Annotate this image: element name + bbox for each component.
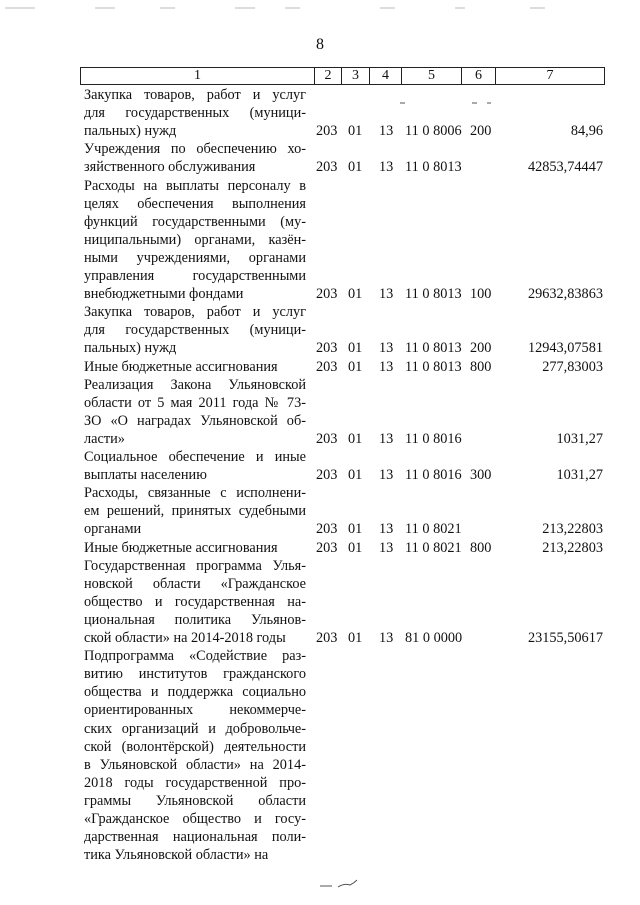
row-description-line: целях обеспечения выполнения xyxy=(84,195,306,212)
section-cell: 01 xyxy=(348,340,363,357)
header-col-3: 3 xyxy=(342,68,370,84)
row-description-line: ными учреждениями, органами xyxy=(84,249,306,266)
code-cell: 203 xyxy=(316,430,338,447)
row-description-line: для государственных (муници- xyxy=(84,322,306,339)
row-description-line: ниципальными) органами, казён- xyxy=(84,231,306,248)
section-cell: 01 xyxy=(348,123,363,140)
header-col-2: 2 xyxy=(315,68,342,84)
row-description-line: управления государственными xyxy=(84,268,306,284)
row-description-line: общество и государственная на- xyxy=(84,593,306,610)
expense-type-cell: 100 xyxy=(470,286,492,303)
target-article-cell: 81 0 0000 xyxy=(405,630,463,646)
row-description-line: ской (волонтёрской) деятельности xyxy=(84,738,306,755)
row-description-line: Закупка товаров, работ и услуг xyxy=(84,87,306,103)
row-description-line: Расходы, связанные с исполнени- xyxy=(84,485,306,502)
header-col-7: 7 xyxy=(546,68,554,83)
header-col-4: 4 xyxy=(370,68,402,84)
row-description-line: Реализация Закона Ульяновской xyxy=(84,376,306,393)
code-cell: 203 xyxy=(316,340,338,357)
code-cell: 203 xyxy=(316,286,338,303)
expense-type-cell: 200 xyxy=(470,123,492,140)
amount-cell: 213,22803 xyxy=(542,539,603,556)
code-cell: 203 xyxy=(316,521,338,538)
code-cell: 203 xyxy=(316,630,338,646)
row-description-line: Расходы на выплаты персоналу в xyxy=(84,177,306,194)
target-article-cell: 11 0 8013 xyxy=(405,358,462,375)
code-cell: 203 xyxy=(316,539,338,556)
subsection-cell: 13 xyxy=(379,430,394,447)
row-description-line: Закупка товаров, работ и услуг xyxy=(84,304,306,321)
row-description-line: органами xyxy=(84,521,142,538)
target-article-cell: 11 0 8013 xyxy=(405,286,462,303)
target-article-cell: 11 0 8013 xyxy=(405,159,462,176)
subsection-cell: 13 xyxy=(379,159,394,176)
code-cell: 203 xyxy=(316,159,338,176)
target-article-cell: 11 0 8021 xyxy=(405,539,462,556)
row-description-line: ских организаций и добровольче- xyxy=(84,720,306,737)
row-description-line: для государственных (муници- xyxy=(84,105,306,122)
amount-cell: 213,22803 xyxy=(542,521,603,538)
row-description-line: циональная политика Ульянов- xyxy=(84,611,306,628)
expense-type-cell: 300 xyxy=(470,467,492,484)
row-description-line: ской области» на 2014-2018 годы xyxy=(84,630,286,646)
row-description-line: граммы Ульяновской области xyxy=(84,792,306,809)
subsection-cell: 13 xyxy=(379,539,394,556)
row-description-line: Государственная программа Улья- xyxy=(84,557,306,574)
code-cell: 203 xyxy=(316,467,338,484)
row-description-line: ориентированных некоммерче- xyxy=(84,702,306,719)
target-article-cell: 11 0 8021 xyxy=(405,521,462,538)
row-description-line: ем решений, принятых судебными xyxy=(84,503,306,520)
target-article-cell: 11 0 8016 xyxy=(405,430,462,447)
subsection-cell: 13 xyxy=(379,358,394,375)
subsection-cell: 13 xyxy=(379,286,394,303)
row-description-line: зяйственного обслуживания xyxy=(84,159,256,176)
expense-type-cell: 200 xyxy=(470,340,492,357)
amount-cell: 12943,07581 xyxy=(527,340,603,357)
section-cell: 01 xyxy=(348,358,363,375)
section-cell: 01 xyxy=(348,467,363,484)
row-description-line: Иные бюджетные ассигнования xyxy=(84,358,278,375)
row-description-line: выплаты населению xyxy=(84,467,207,484)
amount-cell: 42853,74447 xyxy=(527,159,603,176)
amount-cell: 1031,27 xyxy=(556,467,603,484)
row-description-line: Иные бюджетные ассигнования xyxy=(84,539,278,556)
code-cell: 203 xyxy=(316,358,338,375)
amount-cell: 84,96 xyxy=(570,123,603,140)
row-description-line: области от 5 мая 2011 года № 73- xyxy=(84,394,306,411)
row-description-line: 2018 годы государственной про- xyxy=(84,774,306,791)
row-description-line: дарственная национальная поли- xyxy=(84,829,306,846)
target-article-cell: 11 0 8013 xyxy=(405,340,462,357)
section-cell: 01 xyxy=(348,159,363,176)
row-description-line: Социальное обеспечение и иные xyxy=(84,449,306,465)
row-description-line: ЗО «О наградах Ульяновской об- xyxy=(84,412,306,429)
row-description-line: «Гражданское общество и госу- xyxy=(84,811,306,827)
section-cell: 01 xyxy=(348,286,363,303)
amount-cell: 1031,27 xyxy=(556,430,603,447)
header-col-6: 6 xyxy=(462,68,496,84)
header-col-5: 5 xyxy=(402,68,462,84)
target-article-cell: 11 0 8006 xyxy=(405,123,462,140)
row-description-line: Подпрограмма «Содействие раз- xyxy=(84,648,306,665)
row-description-line: общества и поддержка социально xyxy=(84,684,306,701)
section-cell: 01 xyxy=(348,430,363,447)
subsection-cell: 13 xyxy=(379,521,394,538)
row-description-line: пальных) нужд xyxy=(84,123,177,140)
header-col-1: 1 xyxy=(81,68,315,84)
subsection-cell: 13 xyxy=(379,630,394,646)
subsection-cell: 13 xyxy=(379,340,394,357)
expense-type-cell: 800 xyxy=(470,358,492,375)
row-description-line: ласти» xyxy=(84,430,125,447)
amount-cell: 29632,83863 xyxy=(527,286,603,303)
subsection-cell: 13 xyxy=(379,467,394,484)
table-header-row xyxy=(80,67,605,85)
subsection-cell: 13 xyxy=(379,123,394,140)
code-cell: 203 xyxy=(316,123,338,140)
amount-cell: 277,83003 xyxy=(542,358,603,375)
page-number: 8 xyxy=(316,36,324,53)
section-cell: 01 xyxy=(348,539,363,556)
amount-cell: 23155,50617 xyxy=(527,630,603,646)
target-article-cell: 11 0 8016 xyxy=(405,467,462,484)
row-description-line: функций государственными (му- xyxy=(84,213,306,230)
row-description-line: в Ульяновской области» на 2014- xyxy=(84,756,306,773)
row-description-line: тика Ульяновской области» на xyxy=(84,847,269,864)
row-description-line: новской области «Гражданское xyxy=(84,575,306,592)
row-description-line: Учреждения по обеспечению хо- xyxy=(84,141,306,158)
expense-type-cell: 800 xyxy=(470,539,492,556)
row-description-line: витию институтов гражданского xyxy=(84,666,306,683)
section-cell: 01 xyxy=(348,521,363,538)
section-cell: 01 xyxy=(348,630,363,646)
row-description-line: пальных) нужд xyxy=(84,340,177,357)
row-description-line: внебюджетными фондами xyxy=(84,286,244,303)
